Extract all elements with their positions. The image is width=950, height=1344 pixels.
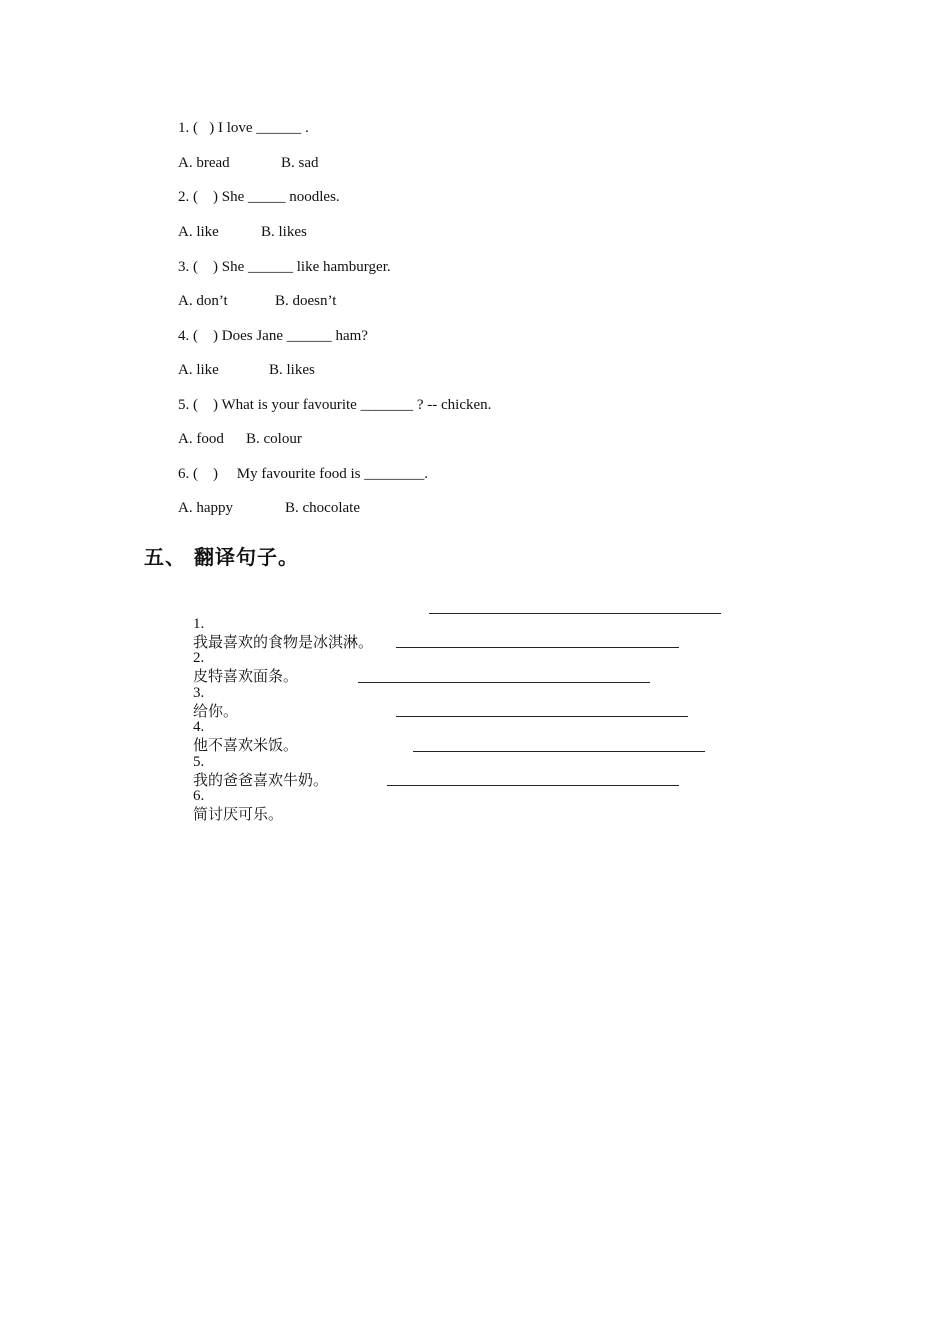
answer-blank-5[interactable] [413, 751, 705, 752]
question-5-stem: 5. ( ) What is your favourite _______ ? -- chicken. [178, 397, 492, 413]
item-number: 2. [193, 650, 205, 666]
item-text: 我最喜欢的食物是冰淇淋。 [193, 633, 374, 651]
question-1-stem: 1. ( ) I love ______ . [178, 120, 309, 136]
question-5-option-a: A. food [178, 431, 224, 447]
question-6-option-b: B. chocolate [285, 500, 360, 516]
answer-blank-6[interactable] [387, 785, 679, 786]
question-1-option-b: B. sad [281, 155, 319, 171]
item-text: 皮特喜欢面条。 [193, 667, 299, 685]
question-6-stem: 6. ( ) My favourite food is ________. [178, 466, 428, 482]
item-text: 简讨厌可乐。 [193, 805, 284, 823]
item-number: 3. [193, 685, 205, 701]
section-heading: 五、 翻译句子。 [144, 545, 299, 569]
answer-blank-1[interactable] [429, 613, 721, 614]
question-2-option-a: A. like [178, 224, 219, 240]
question-3-option-a: A. don’t [178, 293, 228, 309]
item-text: 给你。 [193, 702, 239, 720]
question-2-stem: 2. ( ) She _____ noodles. [178, 189, 340, 205]
answer-blank-4[interactable] [396, 716, 688, 717]
item-text: 他不喜欢米饭。 [193, 736, 299, 754]
question-1-option-a: A. bread [178, 155, 230, 171]
question-5-option-b: B. colour [246, 431, 302, 447]
question-2-option-b: B. likes [261, 224, 307, 240]
answer-blank-2[interactable] [396, 647, 679, 648]
item-number: 4. [193, 719, 205, 735]
item-number: 5. [193, 754, 205, 770]
question-6-option-a: A. happy [178, 500, 233, 516]
question-4-option-a: A. like [178, 362, 219, 378]
question-3-option-b: B. doesn’t [275, 293, 337, 309]
question-4-option-b: B. likes [269, 362, 315, 378]
item-text: 我的爸爸喜欢牛奶。 [193, 771, 329, 789]
item-number: 1. [193, 616, 205, 632]
translate-item-6 [178, 769, 283, 842]
question-4-stem: 4. ( ) Does Jane ______ ham? [178, 328, 368, 344]
item-number: 6. [193, 788, 205, 804]
answer-blank-3[interactable] [358, 682, 650, 683]
question-3-stem: 3. ( ) She ______ like hamburger. [178, 259, 391, 275]
